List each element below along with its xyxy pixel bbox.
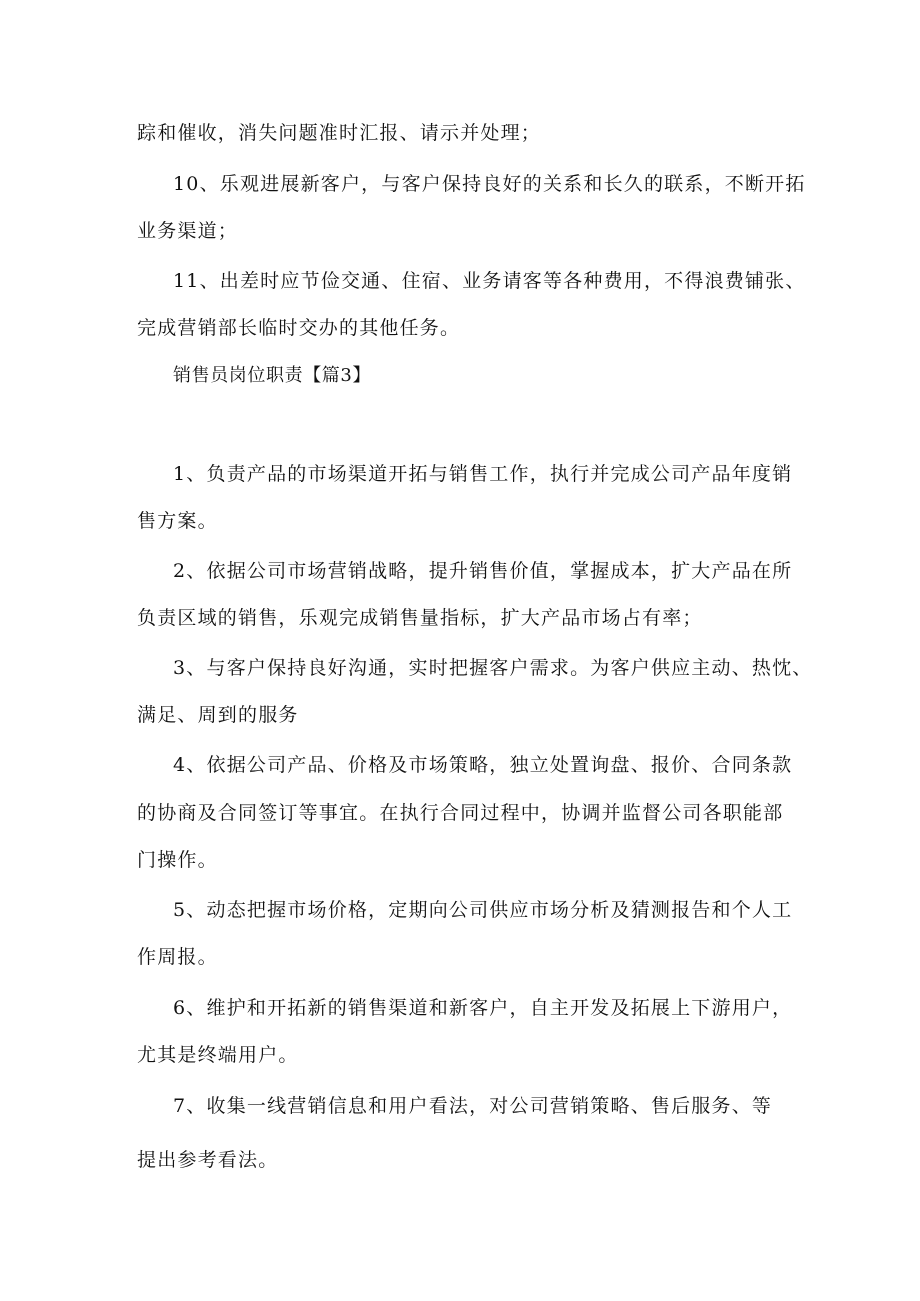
- text-line: 1、负责产品的市场渠道开拓与销售工作，执行并完成公司产品年度销: [173, 463, 793, 485]
- text-line: 门操作。: [137, 849, 218, 871]
- text-line: 3、与客户保持良好沟通，实时把握客户需求。为客户供应主动、热忱、: [173, 657, 813, 679]
- text-line: 售方案。: [137, 510, 218, 532]
- text-line: 11、出差时应节俭交通、住宿、业务请客等各种费用，不得浪费铺张、: [173, 270, 806, 292]
- text-line: 提出参考看法。: [137, 1149, 279, 1171]
- text-line: 5、动态把握市场价格，定期向公司供应市场分析及猜测报告和个人工: [173, 899, 793, 921]
- text-line: 作周报。: [137, 946, 218, 968]
- text-line: 满足、周到的服务: [137, 704, 299, 726]
- text-line: 2、依据公司市场营销战略，提升销售价值，掌握成本，扩大产品在所: [173, 560, 793, 582]
- text-line: 完成营销部长临时交办的其他任务。: [137, 317, 461, 339]
- text-line: 负责区域的销售，乐观完成销售量指标，扩大产品市场占有率；: [137, 607, 703, 629]
- text-line: 6、维护和开拓新的销售渠道和新客户，自主开发及拓展上下游用户，: [173, 997, 793, 1019]
- text-line: 尤其是终端用户。: [137, 1044, 299, 1066]
- text-line: 4、依据公司产品、价格及市场策略，独立处置询盘、报价、合同条款: [173, 754, 793, 776]
- text-line: 7、收集一线营销信息和用户看法，对公司营销策略、售后服务、等: [173, 1095, 773, 1117]
- text-line: 业务渠道；: [137, 220, 239, 242]
- text-line: 10、乐观进展新客户，与客户保持良好的关系和长久的联系，不断开拓: [173, 173, 806, 195]
- section-heading: 销售员岗位职责【篇3】: [173, 365, 372, 386]
- text-line: 的协商及合同签订等事宜。在执行合同过程中，协调并监督公司各职能部: [137, 802, 784, 824]
- text-line: 踪和催收，消失问题准时汇报、请示并处理；: [137, 122, 542, 144]
